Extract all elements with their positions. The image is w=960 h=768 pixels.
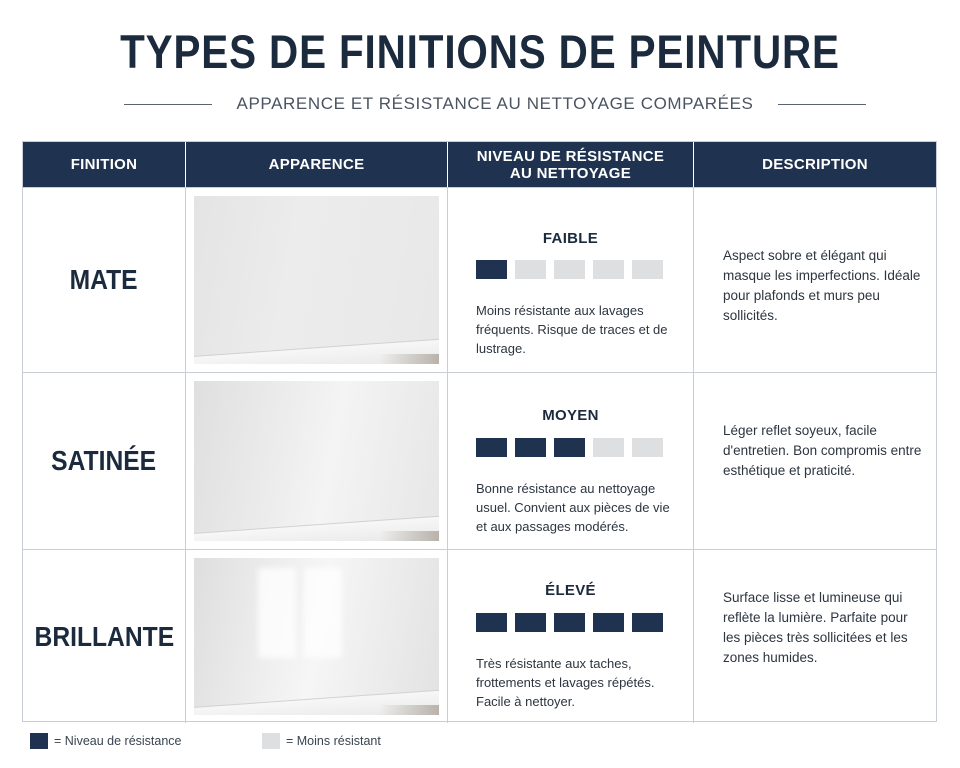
resistance-bar-empty [593, 438, 624, 457]
legend-empty-label: = Moins résistant [286, 734, 381, 748]
resistance-bar-empty [515, 260, 546, 279]
appearance-cell [186, 188, 448, 372]
resistance-bar-empty [593, 260, 624, 279]
resistance-bar-empty [632, 438, 663, 457]
subtitle-rule-left [124, 104, 212, 105]
page-title: TYPES DE FINITIONS DE PEINTURE [120, 25, 840, 78]
subtitle-row [124, 92, 866, 116]
appearance-cell [186, 373, 448, 549]
finish-name: BRILLANTE [34, 620, 174, 652]
resistance-bars [476, 613, 663, 632]
legend-filled [30, 733, 182, 749]
finish-name: SATINÉE [51, 445, 157, 476]
legend-empty-swatch [262, 733, 280, 749]
header-resistance-line1: NIVEAU DE RÉSISTANCE [476, 147, 665, 165]
resistance-note: Très résistante aux taches, frottements et lavages répétés. Facile à nettoyer. [476, 656, 655, 709]
header-resistance [448, 142, 694, 187]
resistance-note: Moins résistante aux lavages fréquents. Risque de traces et de lustrage. [476, 303, 668, 356]
header-description: DESCRIPTION [762, 156, 868, 173]
resistance-bar-filled [515, 438, 546, 457]
resistance-bar-filled [476, 260, 507, 279]
resistance-note: Bonne résistance au nettoyage usuel. Convient aux pièces de vie et aux passages modérés. [476, 481, 670, 534]
table-header [23, 142, 936, 187]
finish-name-cell [23, 550, 186, 723]
description-cell [694, 550, 936, 723]
satin-finish-swatch [194, 381, 439, 541]
header-finition: FINITION [23, 142, 186, 187]
description-text: Surface lisse et lumineuse qui reflète la lumière. Parfaite pour les pièces très sollicitées et les zones humides. [723, 590, 908, 665]
resistance-bar-filled [476, 613, 507, 632]
resistance-bar-filled [515, 613, 546, 632]
resistance-bar-empty [554, 260, 585, 279]
gloss-finish-swatch [194, 558, 439, 715]
resistance-bar-filled [593, 613, 624, 632]
resistance-bar-empty [632, 260, 663, 279]
legend-empty [262, 733, 381, 749]
resistance-bars [476, 260, 663, 279]
table-row [23, 187, 936, 372]
resistance-level: FAIBLE [542, 230, 599, 247]
table-row [23, 372, 936, 549]
resistance-level: ÉLEVÉ [545, 582, 596, 599]
finish-name-cell [23, 373, 186, 549]
subtitle-rule-right [778, 104, 866, 105]
resistance-cell [448, 550, 694, 723]
description-cell [694, 188, 936, 372]
header-apparence: APPARENCE [186, 142, 448, 187]
resistance-bar-filled [554, 438, 585, 457]
resistance-level: MOYEN [542, 407, 599, 424]
appearance-cell [186, 550, 448, 723]
legend-filled-swatch [30, 733, 48, 749]
table-row [23, 549, 936, 723]
resistance-bar-filled [476, 438, 507, 457]
legend-filled-label: = Niveau de résistance [54, 734, 182, 748]
resistance-cell [448, 373, 694, 549]
header-resistance-line2: AU NETTOYAGE [509, 164, 632, 182]
finishes-table [22, 141, 937, 722]
resistance-bars [476, 438, 663, 457]
finish-name: MATE [70, 264, 138, 295]
finish-name-cell [23, 188, 186, 372]
mate-finish-swatch [194, 196, 439, 364]
resistance-bar-filled [554, 613, 585, 632]
resistance-cell [448, 188, 694, 372]
description-text: Aspect sobre et élégant qui masque les imperfections. Idéale pour plafonds et murs peu sollicités. [723, 248, 921, 323]
description-cell [694, 373, 936, 549]
description-text: Léger reflet soyeux, facile d'entretien. Bon compromis entre esthétique et praticité. [723, 423, 922, 478]
resistance-bar-filled [632, 613, 663, 632]
page-subtitle: APPARENCE ET RÉSISTANCE AU NETTOYAGE COMPARÉES [236, 94, 754, 113]
